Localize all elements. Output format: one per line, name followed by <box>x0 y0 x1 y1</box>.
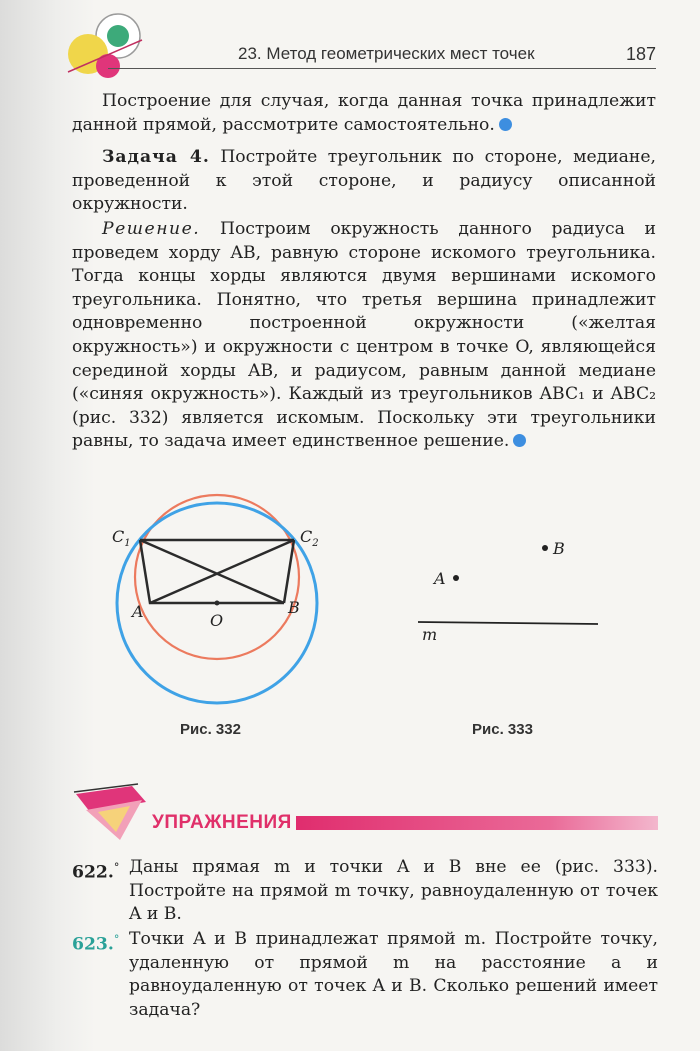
figure-333-caption: Рис. 333 <box>472 721 533 738</box>
solution-text: Построим окружность данного радиуса и проведем хорду AB, равную стороне искомого треугольника. Тогда концы хорды являются двумя вершинами искомого треугольника. Понятно, что третья вершина принадлежит одновременно построенной окружности («желтая окружность») и окружности с центром в точке O, являющейся серединой хорды AB, и радиусом, равным данной медиане («синяя окружность»). Каждый из треугольников ABC₁ и ABC₂ (рис. 332) является искомым. Поскольку эти треугольники равны, то задача имеет единственное решение. <box>72 219 656 452</box>
triangle-abc2 <box>284 540 294 603</box>
segment-c2-a <box>150 540 294 603</box>
segment-c1-b <box>140 540 284 603</box>
label-b: B <box>553 539 565 558</box>
intro-paragraph <box>72 90 656 137</box>
exercise-number: 623.° <box>72 933 120 955</box>
figure-333 <box>410 530 610 650</box>
solution-paragraph <box>72 218 656 454</box>
end-marker-icon <box>499 118 512 131</box>
exercise-text: Даны прямая m и точки A и B вне ее (рис. 333). Постройте на прямой m точку, равноудаленную от точек A и B. <box>129 857 658 925</box>
exercises-title: УПРАЖНЕНИЯ <box>152 812 292 833</box>
chapter-title: 23. Метод геометрических мест точек <box>238 44 535 63</box>
exercise-text: Точки A и B принадлежат прямой m. Постройте точку, удаленную от прямой m на расстояние a и равноудаленную от точек A и B. Сколько решений имеет задача? <box>129 929 658 1020</box>
label-b: B <box>288 598 300 617</box>
label-m: m <box>422 625 438 644</box>
header-rule <box>108 68 656 69</box>
label-o: O <box>210 611 224 630</box>
exercise-number: 622.° <box>72 861 120 883</box>
line-m <box>418 622 598 624</box>
exercise-622 <box>72 856 658 927</box>
solution-label: Решение. <box>102 219 201 239</box>
end-marker-icon <box>513 434 526 447</box>
task-paragraph <box>72 146 656 217</box>
label-c2: $C_2$ <box>300 527 319 549</box>
task-text: Постройте треугольник по стороне, медиане, проведенной к этой стороне, и радиусу описанной окружности. <box>72 147 656 215</box>
figure-332-caption: Рис. 332 <box>180 721 241 738</box>
intro-text: Построение для случая, когда данная точка принадлежит данной прямой, рассмотрите самостоятельно. <box>72 91 656 135</box>
page-number: 187 <box>625 44 656 64</box>
exercise-623 <box>72 928 658 1022</box>
chapter-logo-icon <box>62 12 152 82</box>
figure-332 <box>100 470 340 710</box>
label-a: A <box>132 602 144 621</box>
label-c1: $C_1$ <box>112 527 131 549</box>
label-a: A <box>434 569 446 588</box>
exercises-bar <box>296 816 658 830</box>
task-label: Задача 4. <box>102 147 210 167</box>
